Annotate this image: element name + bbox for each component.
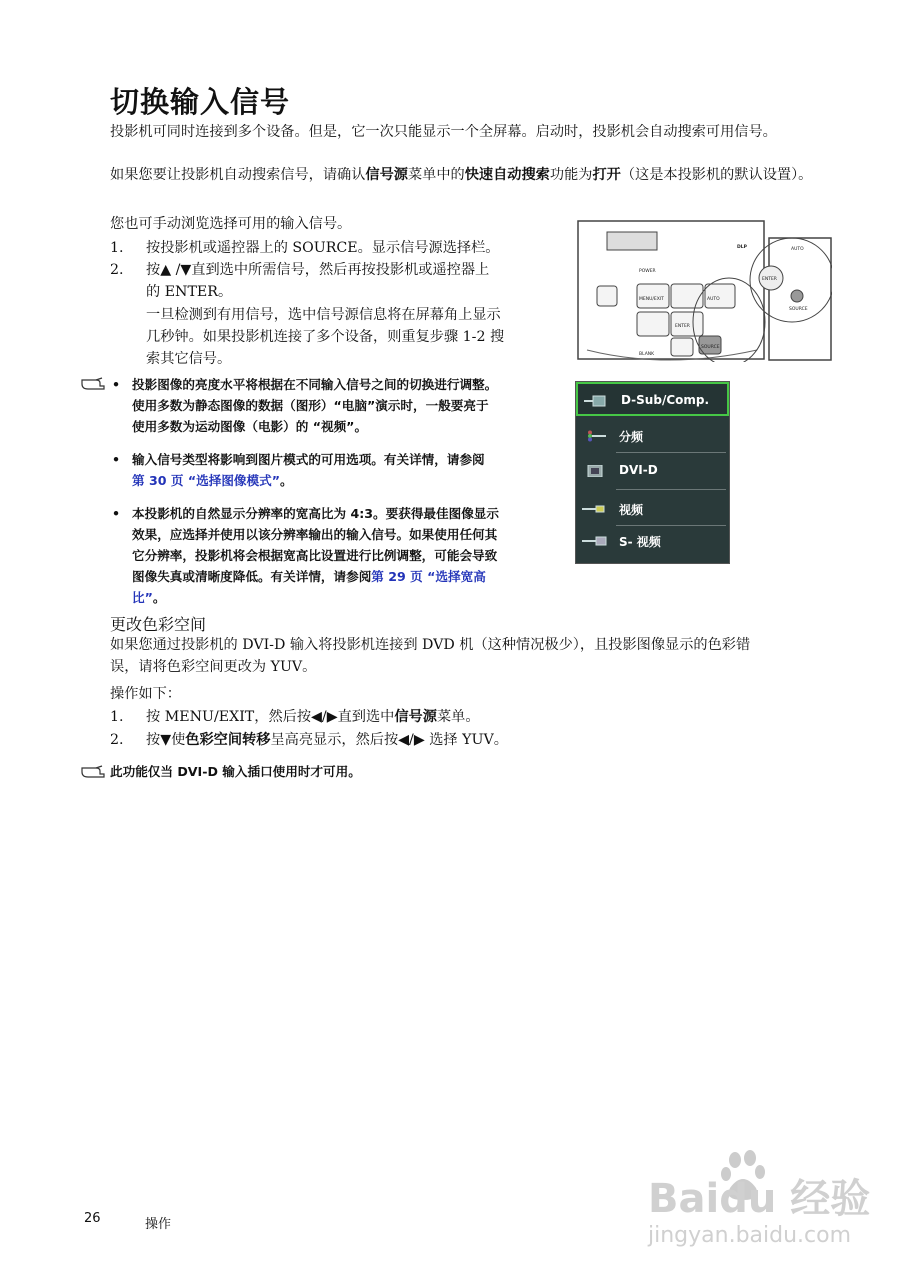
watermark-brand: Baidu 经验: [648, 1176, 870, 1222]
panel-label-menu-exit: MENU/EXIT: [639, 297, 664, 302]
panel-label-source-zoom: SOURCE: [789, 307, 808, 312]
page-number: 26: [84, 1211, 101, 1226]
link-aspect-ratio[interactable]: 第 29 页 “选择宽高: [371, 569, 486, 584]
menu-item-video[interactable]: 视频: [576, 492, 729, 526]
menu-item-dvi-d[interactable]: DVI-D: [576, 454, 729, 488]
baidu-jingyan-watermark: [640, 1150, 870, 1250]
color-step-1: 1. 按 MENU/EXIT，然后按◀/▶直到选中信号源菜单。: [110, 709, 480, 725]
intro-paragraph-1: 投影机可同时连接到多个设备。但是，它一次只能显示一个全屏幕。启动时，投影机会自动搜索可用信号。: [110, 124, 777, 140]
procedure-label: 操作如下：: [110, 686, 181, 702]
menu-item-dsub[interactable]: D-Sub/Comp.: [576, 382, 729, 416]
panel-label-dlp: DLP: [737, 245, 747, 250]
composite-video-icon: [582, 503, 608, 515]
note-signal-type: • 输入信号类型将影响到图片模式的可用选项。有关详情，请参阅 第 30 页 “选择图像模式”。: [112, 452, 485, 488]
panel-label-source: SOURCE: [701, 345, 720, 350]
panel-label-enter: ENTER: [675, 324, 690, 329]
intro-paragraph-3: 您也可手动浏览选择可用的输入信号。: [110, 216, 352, 232]
page-title: 切换输入信号: [110, 85, 291, 119]
link-aspect-ratio-cont[interactable]: 比”: [132, 590, 153, 605]
projector-control-panel-image: [577, 220, 832, 362]
color-space-paragraph: 如果您通过投影机的 DVI-D 输入将投影机连接到 DVD 机（这种情况极少），且投影图像显示的色彩错 误，请将色彩空间更改为 YUV。: [110, 637, 751, 675]
panel-label-auto-zoom: AUTO: [791, 247, 804, 252]
source-selection-menu: [575, 381, 730, 564]
step-1: 1. 按投影机或遥控器上的 SOURCE。显示信号源选择栏。: [110, 240, 500, 256]
dvi-connector-icon: [582, 465, 608, 477]
note-brightness: • 投影图像的亮度水平将根据在不同输入信号之间的切换进行调整。 使用多数为静态图像的数据（图形）“电脑”演示时，一般要亮于 使用多数为运动图像（电影）的 “视频”。: [112, 377, 498, 434]
panel-label-auto: AUTO: [707, 297, 720, 302]
panel-label-blank: BLANK: [639, 352, 655, 357]
step-2-detail: 一旦检测到有用信号，选中信号源信息将在屏幕角上显示 几秒钟。如果投影机连接了多个设备，则重复步骤 1-2 搜 索其它信号。: [146, 307, 505, 367]
menu-item-component[interactable]: 分频: [576, 419, 729, 453]
intro-paragraph-2: 如果您要让投影机自动搜索信号，请确认信号源菜单中的快速自动搜索功能为打开（这是本投影机的默认设置）。: [110, 167, 813, 183]
vga-connector-icon: [584, 395, 610, 407]
note-aspect-ratio: • 本投影机的自然显示分辨率的宽高比为 4:3。要获得最佳图像显示 效果，应选择并使用以该分辨率输出的输入信号。如果使用任何其 它分辨率，投影机将会根据宽高比设置进行比例调整，可能会导致 图像失真或清晰度降低。有关详情，请参阅第 29 页 “选择宽高 比”。: [112, 506, 499, 605]
note-hand-icon: [80, 374, 108, 392]
footer-section-label: 操作: [145, 1217, 172, 1232]
menu-item-s-video[interactable]: S- 视频: [576, 524, 729, 558]
step-2: 2. 按▲ /▼直到选中所需信号，然后再按投影机或遥控器上 的 ENTER。: [110, 262, 490, 300]
note-hand-icon: [80, 762, 108, 780]
note-dvi-only: 此功能仅当 DVI-D 输入插口使用时才可用。: [110, 764, 361, 779]
panel-label-power: POWER: [639, 269, 656, 274]
section-heading-color-space: 更改色彩空间: [110, 615, 207, 634]
component-connector-icon: [582, 430, 608, 442]
s-video-icon: [582, 535, 608, 547]
color-step-2: 2. 按▼使色彩空间转移呈高亮显示，然后按◀/▶ 选择 YUV。: [110, 732, 508, 748]
panel-label-enter-zoom: ENTER: [762, 277, 777, 282]
watermark-url: jingyan.baidu.com: [648, 1223, 852, 1248]
link-picture-mode[interactable]: 第 30 页 “选择图像模式”: [132, 473, 280, 488]
